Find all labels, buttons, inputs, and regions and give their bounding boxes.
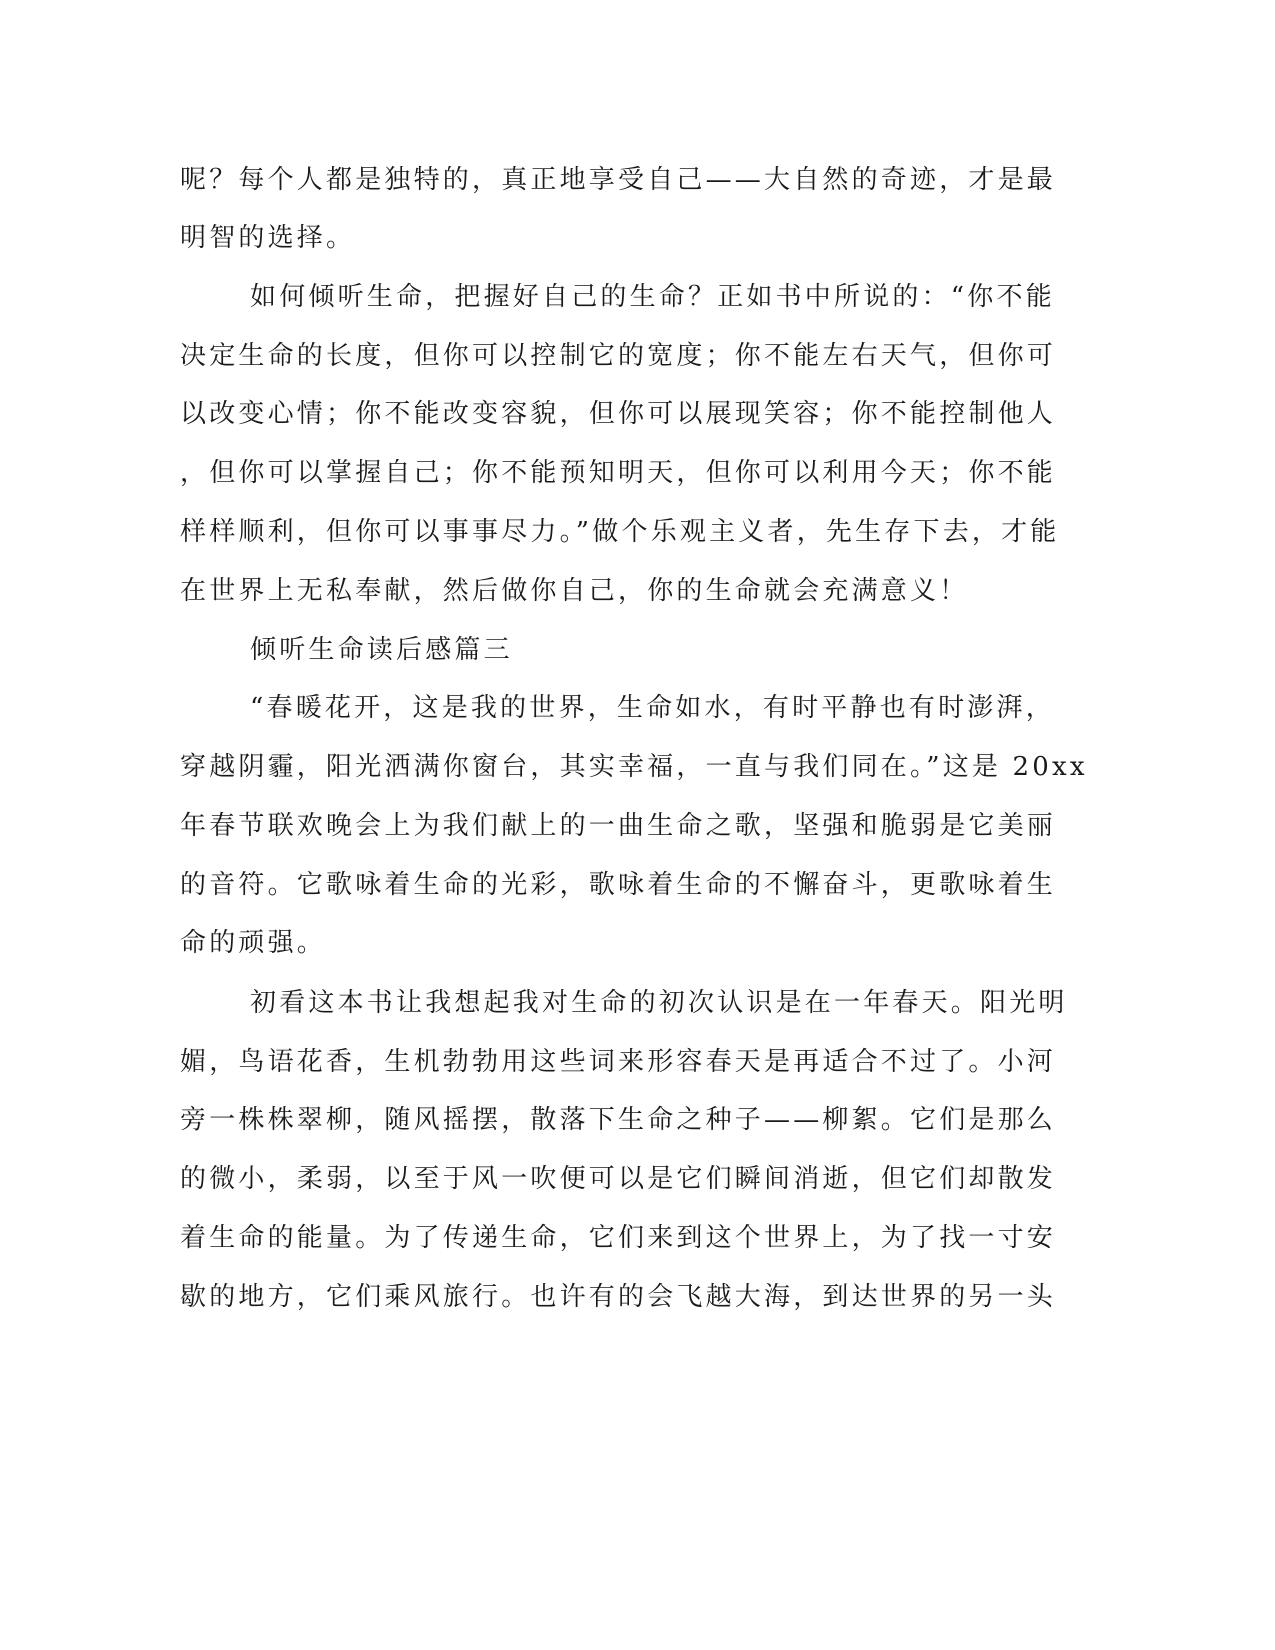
paragraph-start-line: “春暖花开，这是我的世界，生命如水，有时平静也有时澎湃， [250, 693, 1055, 723]
text-line: 决定生命的长度，但你可以控制它的宽度；你不能左右天气，但你可 [180, 341, 1057, 371]
text-line: 呢？每个人都是独特的，真正地享受自己——大自然的奇迹，才是最 [180, 165, 1057, 195]
text-line: 媚，鸟语花香，生机勃勃用这些词来形容春天是再适合不过了。小河 [180, 1047, 1057, 1077]
text-line: 命的顽强。 [180, 928, 327, 958]
text-line: 样样顺利，但你可以事事尽力。”做个乐观主义者，先生存下去，才能 [180, 517, 1060, 547]
paragraph-start-line: 初看这本书让我想起我对生命的初次认识是在一年春天。阳光明 [250, 988, 1068, 1018]
text-line: 在世界上无私奉献，然后做你自己，你的生命就会充满意义！ [180, 576, 969, 606]
text-line: ，但你可以掌握自己；你不能预知明天，但你可以利用今天；你不能 [180, 458, 1057, 488]
text-line: 明智的选择。 [180, 223, 356, 253]
text-line: 穿越阴霾，阳光洒满你窗台，其实幸福，一直与我们同在。”这是 20xx [180, 752, 1088, 782]
text-line: 旁一株株翠柳，随风摇摆，散落下生命之种子——柳絮。它们是那么 [180, 1105, 1057, 1135]
text-line: 的音符。它歌咏着生命的光彩，歌咏着生命的不懈奋斗，更歌咏着生 [180, 870, 1057, 900]
text-line: 以改变心情；你不能改变容貌，但你可以展现笑容；你不能控制他人 [180, 399, 1057, 429]
text-line: 着生命的能量。为了传递生命，它们来到这个世界上，为了找一寸安 [180, 1223, 1057, 1253]
section-heading: 倾听生命读后感篇三 [250, 635, 513, 665]
text-line: 歇的地方，它们乘风旅行。也许有的会飞越大海，到达世界的另一头 [180, 1282, 1057, 1312]
paragraph-start-line: 如何倾听生命，把握好自己的生命？正如书中所说的：“你不能 [250, 282, 1055, 312]
text-line: 年春节联欢晚会上为我们献上的一曲生命之歌，坚强和脆弱是它美丽 [180, 811, 1057, 841]
text-line: 的微小，柔弱，以至于风一吹便可以是它们瞬间消逝，但它们却散发 [180, 1164, 1057, 1194]
